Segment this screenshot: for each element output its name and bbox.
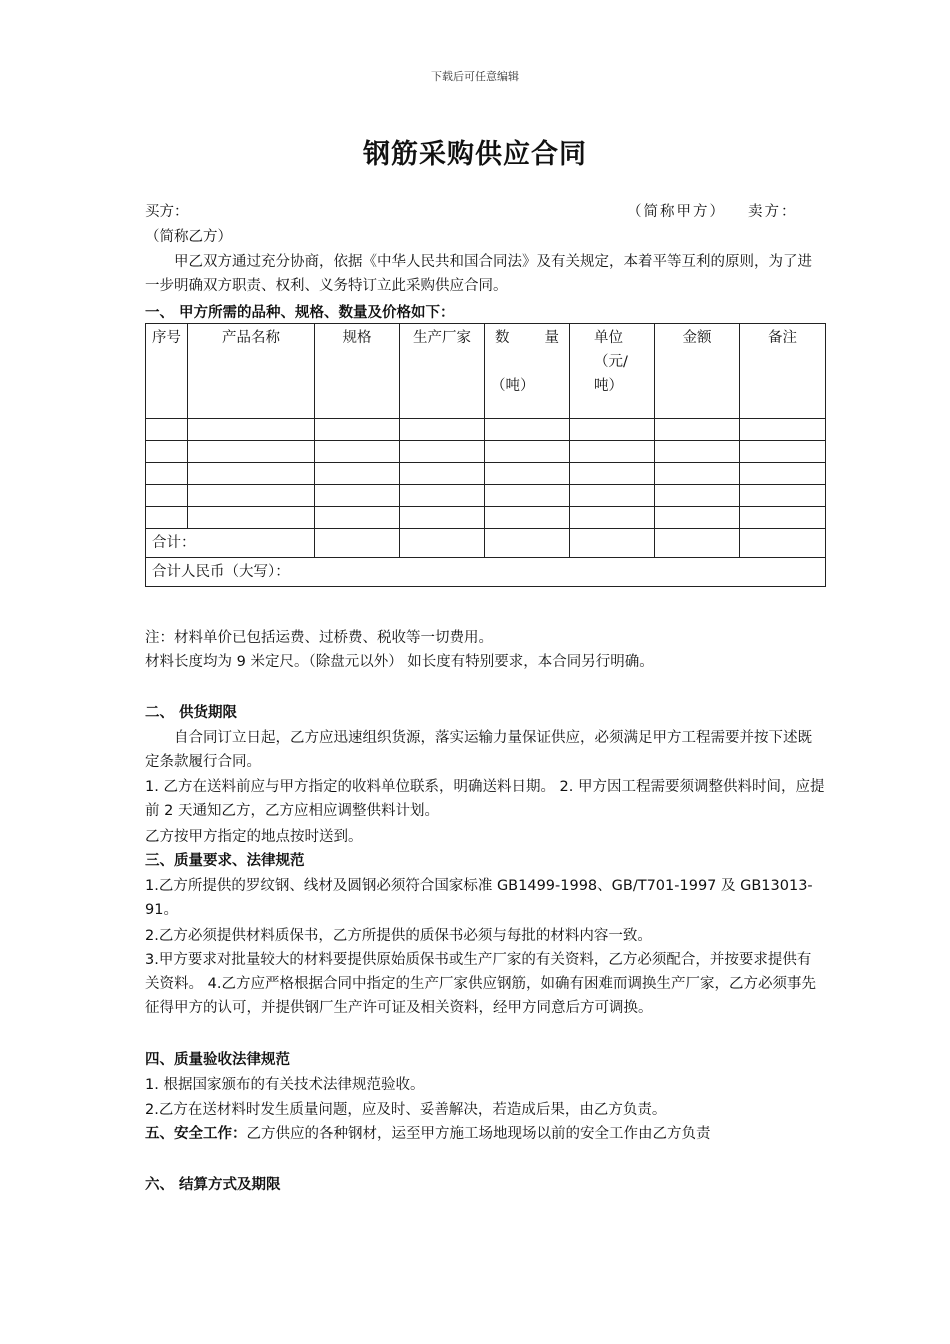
table-total-rmb-row [146,558,826,587]
col-seq: 序号 [146,324,188,419]
qty-unit: （吨） [491,378,535,394]
total-label: 合计： [146,529,315,558]
section2-heading: 二、 供货期限 [145,705,238,721]
section2-p1: 自合同订立日起，乙方应迅速组织货源，落实运输力量保证供应，必须满足甲方工程需要并按下述既定条款履行合同。 [145,730,812,770]
table-total-row [146,529,826,558]
section3-p3: 3.甲方要求对批量较大的材料要提供原始质保书或生产厂家的有关资料，乙方必须配合，并按要求提供有关资料。 4.乙方应严格根据合同中指定的生产厂家供应钢筋，如确有困难而调换生产厂家，乙方必须事先征得甲方的认可，并提供钢厂生产许可证及相关资料，经甲方同意后方可调换。 [145,952,816,1016]
col-spec: 规格 [315,324,400,419]
section5-line [145,1122,825,1146]
section2-p2: 1. 乙方在送料前应与甲方指定的收料单位联系，明确送料日期。 2. 甲方因工程需要须调整供料时间，应提前 2 天通知乙方，乙方应相应调整供料计划。 [145,779,825,819]
section4-p1: 1. 根据国家颁布的有关技术法律规范验收。 [145,1077,425,1093]
note-length: 材料长度均为 9 米定尺。（除盘元以外） 如长度有特别要求，本合同另行明确。 [145,654,654,670]
col-qty [485,324,570,419]
section6-heading: 六、 结算方式及期限 [145,1177,281,1193]
table-row [146,441,826,463]
col-remark: 备注 [740,324,826,419]
section4-p2: 2.乙方在送材料时发生质量问题，应及时、妥善解决，若造成后果，由乙方负责。 [145,1102,667,1118]
col-amount: 金额 [655,324,740,419]
document-title: 钢筋采购供应合同 [363,139,587,170]
items-table [145,323,826,587]
table-row [146,419,826,441]
header-note: 下载后可任意编辑 [431,70,519,83]
col-maker: 生产厂家 [400,324,485,419]
section4-heading: 四、质量验收法律规范 [145,1052,290,1068]
section3-p1: 1.乙方所提供的罗纹钢、线材及圆钢必须符合国家标准 GB1499-1998、GB/T701-1997 及 GB13013-91。 [145,878,813,918]
section1-heading: 一、 甲方所需的品种、规格、数量及价格如下： [145,305,455,321]
intro-paragraph: 甲乙双方通过充分协商，依据《中华人民共和国合同法》及有关规定，本着平等互利的原则，为了进一步明确双方职责、权利、义务特订立此采购供应合同。 [145,254,812,294]
col-unit-price: 单位（元/吨） [570,324,655,419]
parties-line [145,200,825,224]
qty-label-b: 量 [544,330,559,346]
section3-heading: 三、质量要求、法律规范 [145,853,305,869]
buyer-label: 买方： [145,204,189,220]
table-row [146,507,826,529]
total-rmb-label: 合计人民币（大写）： [146,558,826,587]
table-row [146,485,826,507]
seller-label: 卖方： [748,204,798,220]
seller-short: （简称乙方） [145,229,232,245]
section5-heading: 五、安全工作： [145,1126,247,1142]
qty-label-a: 数 [495,330,510,346]
table-row [146,463,826,485]
col-name: 产品名称 [188,324,315,419]
table-header-row [146,324,826,419]
section3-p2: 2.乙方必须提供材料质保书，乙方所提供的质保书必须与每批的材料内容一致。 [145,928,652,944]
note-price: 注：材料单价已包括运费、过桥费、税收等一切费用。 [145,630,493,646]
section2-p3: 乙方按甲方指定的地点按时送到。 [145,829,363,845]
buyer-short: （简称甲方） [627,204,726,220]
section5-text: 乙方供应的各种钢材，运至甲方施工场地现场以前的安全工作由乙方负责 [246,1126,711,1142]
